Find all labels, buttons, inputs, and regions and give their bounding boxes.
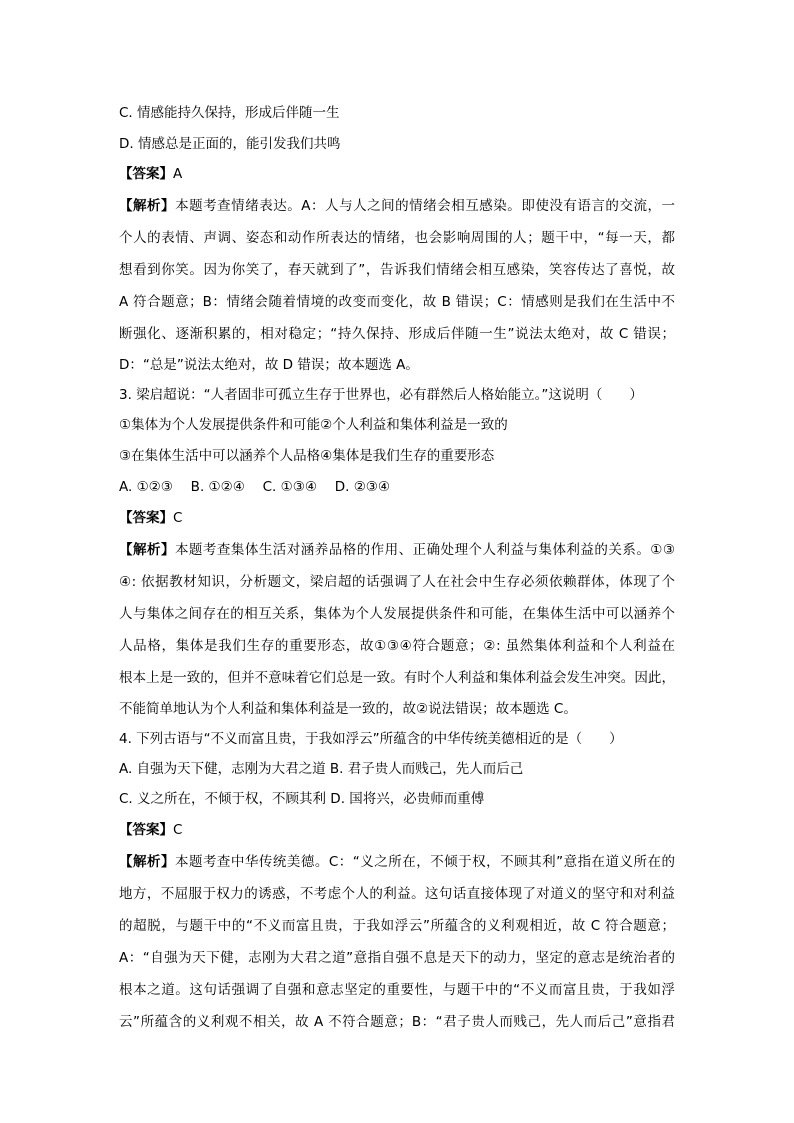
q2-option-c: C. 情感能持久保持，形成后伴随一生	[119, 105, 340, 121]
q4-options-line-1: A. 自强为天下健，志刚为大君之道 B. 君子贵人而贱己，先人而后己	[119, 761, 524, 777]
q2-answer	[119, 164, 182, 184]
q4-analysis-line-4: A：“自强为天下健，志刚为大君之道”意指自强不息是天下的动力，坚定的意志是统治者的	[119, 950, 675, 966]
q3-analysis-line-1: 【解析】本题考查集体生活对涵养品格的作用、正确处理个人利益与集体利益的关系。①③	[119, 542, 675, 558]
q3-stem: 3. 梁启超说：“人者固非可孤立生存于世界也，必有群然后人格始能立。”这说明（ ）	[119, 387, 643, 403]
q2-analysis-line-5: 断强化、逐渐积累的，相对稳定；“持久保持、形成后伴随一生”说法太绝对，故 C 错误；	[119, 326, 675, 342]
q2-analysis-line-2: 个人的表情、声调、姿态和动作所表达的情绪，也会影响周围的人；题干中，“每一天，都	[119, 230, 675, 246]
q3-analysis-line-3: 人与集体之间存在的相互关系，集体为个人发展提供条件和可能，在集体生活中可以涵养个	[119, 606, 675, 622]
analysis-label: 【解析】	[119, 198, 176, 214]
q3-statement-1: ①集体为个人发展提供条件和可能②个人利益和集体利益是一致的	[119, 417, 508, 433]
analysis-label: 【解析】	[119, 854, 175, 870]
answer-label: 【答案】	[119, 166, 173, 182]
q4-analysis-line-1: 【解析】本题考查中华传统美德。C：“义之所在，不倾于权，不顾其利”意指在道义所在的	[119, 854, 676, 870]
answer-value: C	[173, 510, 183, 526]
q3-options: A. ①②③ B. ①②④ C. ①③④ D. ②③④	[119, 479, 391, 495]
q2-analysis-line-6: D：“总是”说法太绝对，故 D 错误；故本题选 A。	[119, 357, 419, 373]
q4-stem: 4. 下列古语与“不义而富且贵，于我如浮云”所蕴含的中华传统美德相近的是（ ）	[119, 731, 623, 747]
q3-answer	[119, 508, 182, 528]
q4-analysis-line-5: 根本之道。这句话强调了自强和意志坚定的重要性，与题干中的“不义而富且贵，于我如浮	[119, 982, 675, 998]
q4-analysis-line-2: 地方，不屈服于权力的诱惑，不考虑个人的利益。这句话直接体现了对道义的坚守和对利益	[119, 886, 675, 902]
answer-label: 【答案】	[119, 510, 173, 526]
q3-statement-2: ③在集体生活中可以涵养个人品格④集体是我们生存的重要形态	[119, 448, 495, 464]
answer-label: 【答案】	[119, 822, 173, 838]
q2-analysis-line-4: A 符合题意；B：情绪会随着情境的改变而变化，故 B 错误；C：情感则是我们在生活中不	[119, 294, 675, 310]
q3-analysis-line-5: 根本上是一致的，但并不意味着它们总是一致。有时个人利益和集体利益会发生冲突。因此，	[119, 670, 675, 686]
q2-analysis-line-1: 【解析】本题考查情绪表达。A：人与人之间的情绪会相互感染。即使没有语言的交流，一	[119, 198, 676, 214]
q4-answer	[119, 820, 182, 840]
q4-analysis-line-6: 云”所蕴含的义利观不相关，故 A 不符合题意；B：“君子贵人而贱己，先人而后己”意指君	[119, 1014, 675, 1030]
q4-analysis-line-3: 的超脱，与题干中的“不义而富且贵，于我如浮云”所蕴含的义利观相近，故 C 符合题意；	[119, 918, 675, 934]
analysis-label: 【解析】	[119, 542, 175, 558]
q3-analysis-line-4: 人品格，集体是我们生存的重要形态，故①③④符合题意；②: 虽然集体利益和个人利益在	[119, 638, 675, 654]
answer-value: A	[173, 166, 183, 182]
q4-options-line-2: C. 义之所在，不倾于权，不顾其利 D. 国将兴，必贵师而重傅	[119, 791, 485, 807]
answer-value: C	[173, 822, 183, 838]
q2-option-d: D. 情感总是正面的，能引发我们共鸣	[119, 136, 341, 152]
q3-analysis-line-2: ④: 依据教材知识，分析题文，梁启超的话强调了人在社会中生存必须依赖群体，体现了个	[119, 574, 675, 590]
q3-analysis-line-6: 不能简单地认为个人利益和集体利益是一致的，故②说法错误；故本题选 C。	[119, 701, 577, 717]
q2-analysis-line-3: 想看到你笑。因为你笑了，春天就到了”，告诉我们情绪会相互感染，笑容传达了喜悦，故	[119, 262, 675, 278]
